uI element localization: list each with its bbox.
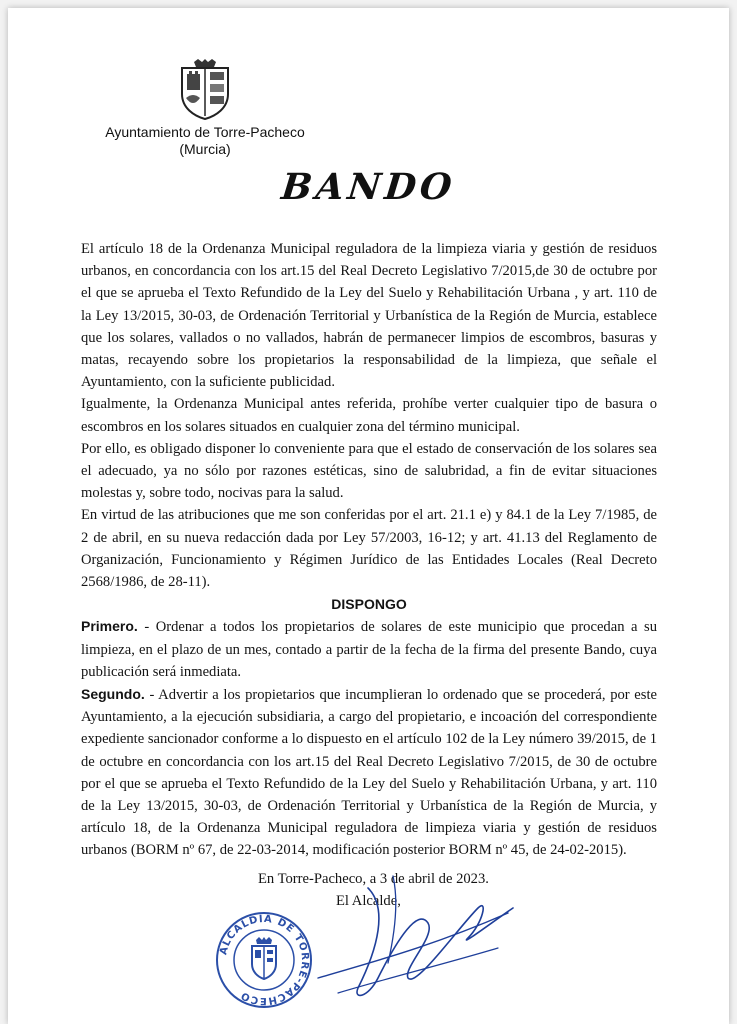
place-date: En Torre-Pacheco, a 3 de abril de 2023. — [258, 871, 489, 887]
section-heading: DISPONGO — [331, 596, 407, 613]
paragraph-1: El artículo 18 de la Ordenanza Municipal reguladora de la limpieza viaria y gestión de residuos urbanos, en concordancia con los art.15 del Real Decreto Legislativo 7/2015,de 30 de octubre por el que se aprueba el Texto Refundido de la Ley del Suelo y Rehabilitación Urbana , y art. 110 de la Ley 13/2015, 30-03, de Ordenación Territorial y Urbanística de la Región de Murcia, establece que los solares, vallados o no vallados, habrán de permanecer limpios de escombros, basuras y matas, recayendo sobre los propietarios la responsabilidad de la limpieza, que señale el Ayuntamiento, con la suficiente publicidad. — [81, 241, 657, 391]
signer-title: El Alcalde, — [336, 893, 401, 909]
article-segundo-text: - Advertir a los propietarios que incumplieran lo ordenado que se procederá, por este Ayuntamiento, a la ejecución subsidiaria, a cargo del propietario, e incoación del correspondiente expediente sancionador conforme a lo dispuesto en el artículo 102 de la Ley número 39/2015, de 1 de octubre en concordancia con los art.15 del Real Decreto Legislativo 7/2015, de 30 de octubre por el que se aprueba el Texto Refundido de la Ley del Suelo y Rehabilitación Urbana, y art. 110 de la Ley 13/2015, 30-03, de Ordenación Territorial y Urbanística de la Región de Murcia, y artículo 18, de la Ordenanza Municipal reguladora de limpieza viaria y gestión de residuos urbanos (BORM nº 67, de 22-03-2014, modificación posterior BORM nº 45, de 24-02-2015). — [81, 687, 657, 859]
letterhead — [90, 58, 320, 158]
document-body — [81, 238, 657, 862]
paragraph-2: Igualmente, la Ordenanza Municipal antes referida, prohíbe verter cualquier tipo de basura o escombros en los solares situados en cualquier zona del término municipal. — [81, 396, 657, 435]
organization-name: Ayuntamiento de Torre-Pacheco — [105, 124, 305, 140]
coat-of-arms-icon — [176, 58, 234, 120]
document-title: BANDO — [279, 166, 458, 208]
article-segundo-lead: Segundo. — [81, 686, 145, 703]
document-page — [8, 8, 729, 1024]
organization-region: (Murcia) — [179, 141, 231, 157]
paragraph-3: Por ello, es obligado disponer lo conveniente para que el estado de conservación de los solares sea el adecuado, ya no sólo por razones estéticas, sino de salubridad, a fin de evitar situaciones molestas y, sobre todo, nocivas para la salud. — [81, 440, 657, 502]
svg-text:ALCALDÍA DE TORRE-PACHECO: ALCALDÍA DE TORRE-PACHECO — [218, 913, 311, 1007]
article-primero-text: - Ordenar a todos los propietarios de solares de este municipio que procedan a su limpieza, en el plazo de un mes, contado a partir de la fecha de la firma del presente Bando, cuya publicación será inmediata. — [81, 619, 657, 680]
article-primero-lead: Primero. — [81, 618, 138, 635]
article-primero — [81, 615, 657, 683]
paragraph-4: En virtud de las atribuciones que me son conferidas por el art. 21.1 e) y 84.1 de la Ley 7/1985, de 2 de abril, en su nueva redacción dada por Ley 57/2003, 16-12; y art. 41.13 del Reglamento de Organización, Funcionamiento y Régimen Jurídico de las Entidades Locales (Real Decreto 2568/1986, de 28-11). — [81, 507, 657, 591]
article-segundo — [81, 683, 657, 862]
handwritten-signature-icon — [308, 868, 518, 1018]
official-seal-icon — [214, 910, 314, 1010]
